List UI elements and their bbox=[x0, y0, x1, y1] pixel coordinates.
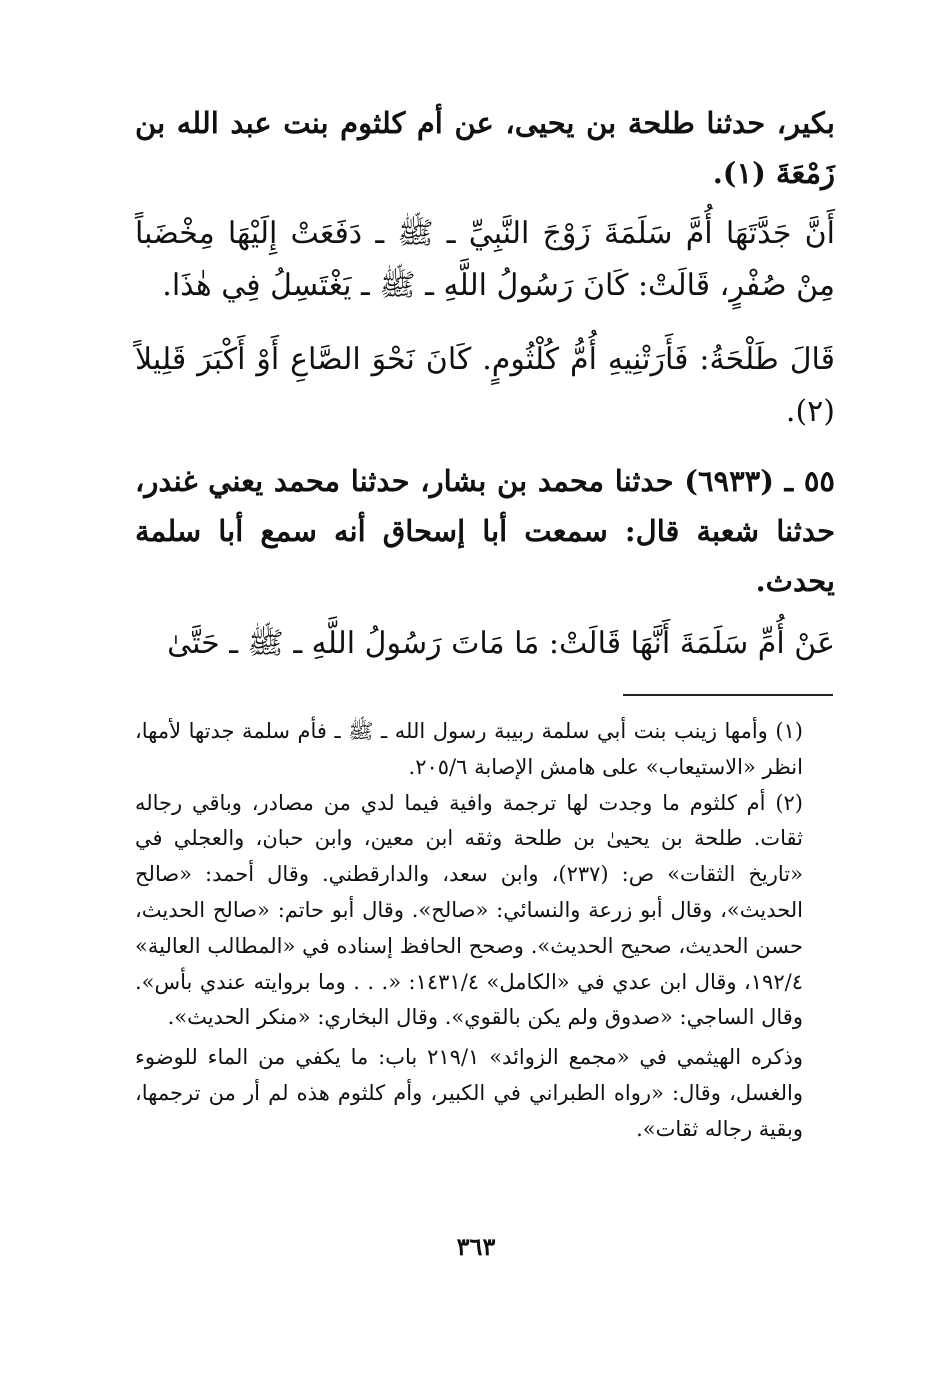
page-number: ٣٦٣ bbox=[456, 1232, 496, 1261]
footnote-2: (٢) أم كلثوم ما وجدت لها ترجمة وافية فيما لدي من مصادر، وباقي رجاله ثقات. طلحة بن يحيىٰ بن طلحة وثقه ابن معين، وابن حبان، والعجلي في «تاريخ الثقات» ص: (٢٣٧)، وابن سعد، والدارقطني. وقال أحمد: «صالح الحديث»، وقال أبو زرعة والنسائي: «صالح». وقال أبو حاتم: «صالح الحديث، حسن الحديث، صحيح الحديث». وصحح الحافظ إسناده في «المطالب العالية» ١٩٢/٤، وقال ابن عدي في «الكامل» ١٤٣١/٤: «. . . وما بروايته عندي بأس». وقال الساجي: «صدوق ولم يكن بالقوي». وقال البخاري: «منكر الحديث». bbox=[135, 790, 803, 1030]
hadith-text-2: قَالَ طَلْحَةُ: فَأَرَتْنِيهِ أُمُّ كُلْثُومٍ. كَانَ نَحْوَ الصَّاعِ أَوْ أَكْبَرَ قَلِيلاً (٢). bbox=[135, 342, 835, 429]
footnote-divider bbox=[623, 694, 833, 696]
isnad-continuation: بكير، حدثنا طلحة بن يحيى، عن أم كلثوم بنت عبد الله بن زَمْعَةَ (١). bbox=[135, 106, 835, 190]
footnote-2-continued: وذكره الهيثمي في «مجمع الزوائد» ٢١٩/١ باب: ما يكفي من الماء للوضوء والغسل، وقال: «رواه الطبراني في الكبير، وأم كلثوم هذه لم أر من ترجمها، وبقية رجاله ثقات». bbox=[135, 1045, 803, 1141]
footnotes-section bbox=[135, 714, 835, 1148]
hadith-text-55: عَنْ أُمِّ سَلَمَةَ أَنَّهَا قَالَتْ: مَا مَاتَ رَسُولُ اللَّهِ ـ ﷺ ـ حَتَّىٰ bbox=[167, 626, 835, 661]
hadith-text-1: أَنَّ جَدَّتَهَا أُمَّ سَلَمَةَ زَوْجَ النَّبِيِّ ـ ﷺ ـ دَفَعَتْ إِلَيْهَا مِخْضَباً مِنْ صُفْرٍ، قَالَتْ: كَانَ رَسُولُ اللَّهِ ـ ﷺ ـ يَغْتَسِلُ فِي هٰذَا. bbox=[135, 216, 835, 303]
footnote-1: (١) وأمها زينب بنت أبي سلمة ربيبة رسول الله ـ ﷺ ـ فأم سلمة جدتها لأمها، انظر «الاستيعاب» على هامش الإصابة ٢٠٥/٦. bbox=[135, 719, 803, 779]
hadith-isnad-55: ٥٥ ـ (٦٩٣٣) حدثنا محمد بن بشار، حدثنا محمد يعني غندر، حدثنا شعبة قال: سمعت أبا إسحاق أنه سمع أبا سلمة يحدث. bbox=[135, 464, 835, 598]
